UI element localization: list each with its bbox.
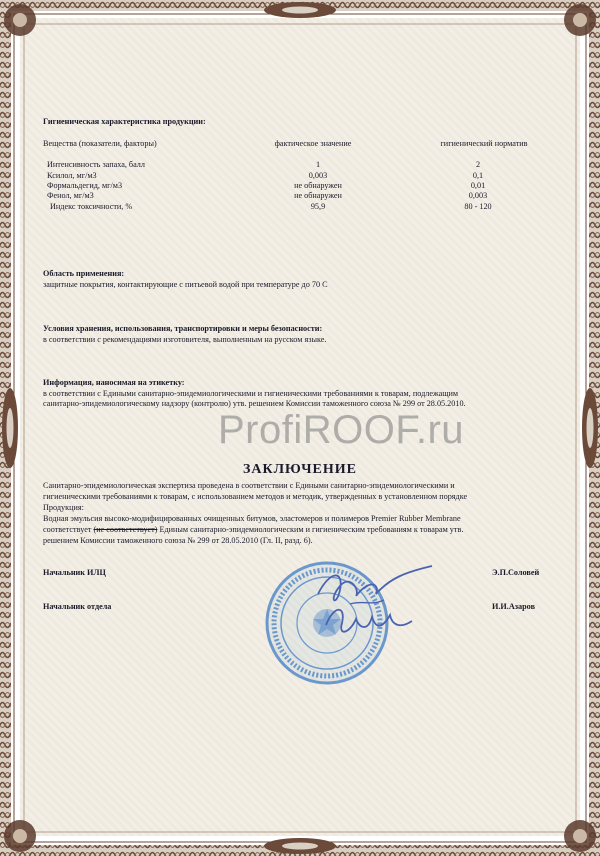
label-info-title: Информация, наносимая на этикетку: [43, 378, 185, 387]
role-head-ilc: Начальник ИЛЦ [43, 568, 106, 577]
table-row-actual: не обнаружен [294, 191, 342, 200]
table-row-norm: 80 - 120 [464, 202, 492, 211]
table-row-norm: 0,003 [468, 191, 488, 200]
header-norm: гигиенический норматив [440, 139, 528, 148]
table-row-actual: 95,9 [310, 202, 326, 211]
storage-text: в соответствии с рекомендациями изготовителя, выполненным на русском языке. [43, 335, 327, 344]
conclusion-line [43, 525, 463, 534]
table-row-name: Ксилол, мг/м3 [47, 171, 97, 180]
table-row-norm: 0,1 [472, 171, 484, 180]
label-info-line: санитарно-эпидемиологическому надзору (контролю) утв. решением Комиссии таможенного союза № 299 от 28.05.2010. [43, 399, 466, 408]
hygiene-title: Гигиеническая характеристика продукции: [43, 117, 206, 126]
name-head-dept: И.И.Азаров [492, 602, 535, 611]
table-row-actual: 0,003 [308, 171, 328, 180]
signature-azarov [320, 595, 420, 645]
storage-title: Условия хранения, использования, транспортировки и меры безопасности: [43, 324, 323, 333]
table-row-actual: не обнаружен [294, 181, 342, 190]
header-actual: фактическое значение [274, 139, 352, 148]
label-info-line: в соответствии с Едиными санитарно-эпидемиологическими и гигиеническими требованиями к товарам, подлежащим [43, 389, 459, 398]
conclusion-verdict: соответствует [43, 525, 94, 534]
scope-text: защитные покрытия, контактирующие с питьевой водой при температуре до 70 С [43, 280, 328, 289]
table-row-name: Индекс токсичности, % [50, 202, 133, 211]
header-substance: Вещества (показатели, факторы) [43, 139, 157, 148]
table-row-norm: 0,01 [470, 181, 486, 190]
table-row-name: Формальдегид, мг/м3 [47, 181, 123, 190]
table-row-name: Интенсивность запаха, балл [47, 160, 145, 169]
table-row-norm: 2 [475, 160, 481, 169]
conclusion-line: решением Комиссии таможенного союза № 299 от 28.05.2010 (Гл. II, разд. 6). [43, 536, 313, 545]
conclusion-line: гигиеническими требованиями к товарам, с использованием методов и методик, утвержденных в установленном порядке [43, 492, 468, 501]
conclusion-line: Водная эмульсия высоко-модифицированных очищенных битумов, эластомеров и полимеров Premier Rubber Membrane [43, 514, 461, 523]
scope-title: Область применения: [43, 269, 125, 278]
name-head-ilc: Э.П.Соловей [492, 568, 540, 577]
table-row-actual: 1 [315, 160, 321, 169]
conclusion-line: Продукция: [43, 503, 84, 512]
conclusion-struck-text: (не соответствует) [93, 525, 158, 534]
conclusion-line: Санитарно-эпидемиологическая экспертиза проведена в соответствии с Едиными санитарно-эпидемиологическими и [43, 481, 455, 490]
watermark: ProfiROOF.ru [218, 408, 465, 452]
table-row-name: Фенол, мг/м3 [47, 191, 94, 200]
conclusion-verdict-rest: Единым санитарно-эпидемиологическим и гигиеническим требованиям к товарам утв. [157, 525, 464, 534]
role-head-dept: Начальник отдела [43, 602, 112, 611]
conclusion-title: ЗАКЛЮЧЕНИЕ [242, 462, 358, 477]
